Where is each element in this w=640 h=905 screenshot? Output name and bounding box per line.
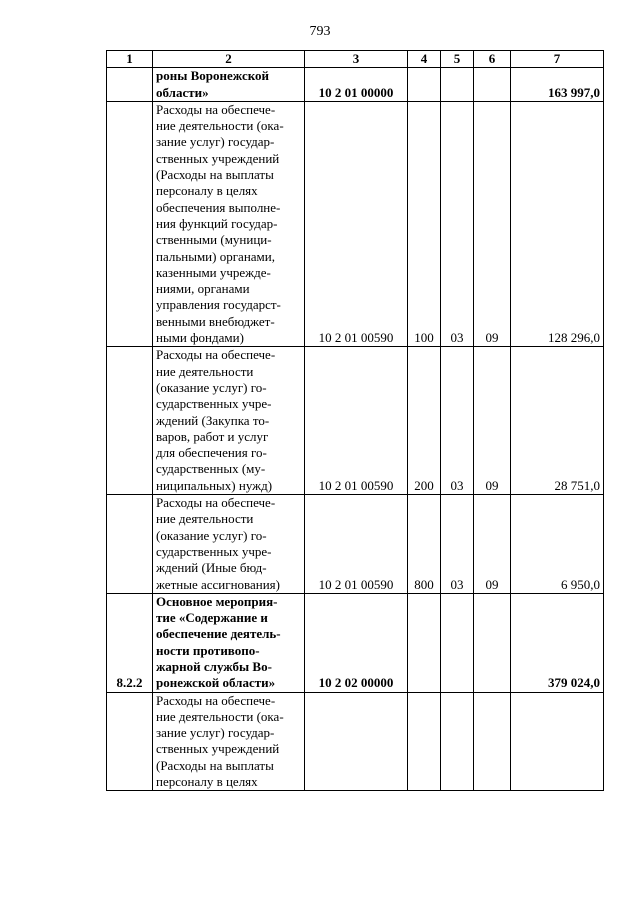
- expense-type-cell: [408, 593, 441, 692]
- column-header-3: 3: [305, 51, 408, 68]
- target-code-cell: [305, 692, 408, 791]
- item-number-cell: 8.2.2: [107, 593, 153, 692]
- item-name-line: жетные ассигнования): [156, 576, 280, 592]
- item-name-line: сударственных учре-: [156, 396, 272, 412]
- item-number-cell: [107, 495, 153, 594]
- item-name-line: сударственных учре-: [156, 543, 272, 559]
- column-header-6: 6: [474, 51, 511, 68]
- amount-cell: 379 024,0: [511, 593, 604, 692]
- amount-cell: 163 997,0: [511, 68, 604, 102]
- expense-type-cell: [408, 68, 441, 102]
- column-header-5: 5: [441, 51, 474, 68]
- table-row: [107, 101, 604, 346]
- item-name-line: ственных учреждений: [156, 741, 280, 757]
- table-row: [107, 692, 604, 791]
- expense-type-cell: [408, 692, 441, 791]
- item-name-line: казенными учрежде-: [156, 264, 271, 280]
- item-name-line: (Расходы на выплаты: [156, 167, 274, 183]
- table-row: [107, 68, 604, 102]
- item-name-cell: [153, 692, 305, 791]
- item-name-line: (Расходы на выплаты: [156, 757, 274, 773]
- column-header-2: 2: [153, 51, 305, 68]
- item-name-line: (оказание услуг) го-: [156, 379, 267, 395]
- item-name-line: венными внебюджет-: [156, 313, 275, 329]
- item-name-line: тие «Содержание и: [156, 610, 268, 626]
- table-row: [107, 495, 604, 594]
- item-name-cell: [153, 347, 305, 495]
- subsection-cell: 09: [474, 495, 511, 594]
- section-cell: [441, 593, 474, 692]
- column-header-7: 7: [511, 51, 604, 68]
- item-number-cell: [107, 101, 153, 346]
- target-code-cell: 10 2 01 00000: [305, 68, 408, 102]
- table-row: [107, 593, 604, 692]
- item-name-line: ния функций государ-: [156, 215, 278, 231]
- column-header-4: 4: [408, 51, 441, 68]
- section-cell: [441, 68, 474, 102]
- item-name-line: роны Воронежской: [156, 68, 270, 84]
- item-name-line: управления государст-: [156, 297, 281, 313]
- item-name-line: ронежской области»: [156, 675, 276, 691]
- item-name-line: ждений (Закупка то-: [156, 412, 270, 428]
- item-name-cell: [153, 593, 305, 692]
- item-name-line: ние деятельности: [156, 363, 254, 379]
- amount-cell: 128 296,0: [511, 101, 604, 346]
- column-header-1: 1: [107, 51, 153, 68]
- item-name-line: обеспечения выполне-: [156, 199, 281, 215]
- item-name-line: ственными (муници-: [156, 232, 272, 248]
- subsection-cell: [474, 593, 511, 692]
- item-name-line: ности противопо-: [156, 642, 260, 658]
- item-name-line: ние деятельности (ока-: [156, 118, 284, 134]
- target-code-cell: 10 2 01 00590: [305, 101, 408, 346]
- item-name-cell: [153, 68, 305, 102]
- item-name-line: ждений (Иные бюд-: [156, 560, 267, 576]
- expense-type-cell: 100: [408, 101, 441, 346]
- item-number-cell: [107, 347, 153, 495]
- subsection-cell: 09: [474, 347, 511, 495]
- target-code-cell: 10 2 01 00590: [305, 347, 408, 495]
- item-number-cell: [107, 692, 153, 791]
- item-name-line: ниями, органами: [156, 281, 250, 297]
- target-code-cell: 10 2 01 00590: [305, 495, 408, 594]
- item-name-line: ниципальных) нужд): [156, 477, 273, 493]
- item-name-line: обеспечение деятель-: [156, 626, 281, 642]
- section-cell: 03: [441, 495, 474, 594]
- section-cell: [441, 692, 474, 791]
- item-name-line: персоналу в целях: [156, 774, 258, 790]
- page-number: 793: [309, 24, 331, 39]
- table-row: [107, 347, 604, 495]
- budget-table: [106, 50, 604, 791]
- subsection-cell: 09: [474, 101, 511, 346]
- amount-cell: 6 950,0: [511, 495, 604, 594]
- item-name-line: ственных учреждений: [156, 150, 280, 166]
- item-name-cell: [153, 101, 305, 346]
- item-name-line: Расходы на обеспече-: [156, 692, 276, 708]
- item-name-line: Расходы на обеспече-: [156, 347, 276, 363]
- subsection-cell: [474, 68, 511, 102]
- item-name-line: персоналу в целях: [156, 183, 258, 199]
- amount-cell: 28 751,0: [511, 347, 604, 495]
- item-name-line: для обеспечения го-: [156, 445, 267, 461]
- item-name-line: жарной службы Во-: [156, 658, 272, 674]
- item-name-line: зание услуг) государ-: [156, 725, 275, 741]
- item-name-line: ными фондами): [156, 330, 244, 346]
- expense-type-cell: 800: [408, 495, 441, 594]
- item-name-line: сударственных (му-: [156, 461, 266, 477]
- section-cell: 03: [441, 101, 474, 346]
- item-name-line: ние деятельности: [156, 511, 254, 527]
- item-name-line: Расходы на обеспече-: [156, 495, 276, 511]
- section-cell: 03: [441, 347, 474, 495]
- expense-type-cell: 200: [408, 347, 441, 495]
- item-name-line: пальными) органами,: [156, 248, 275, 264]
- item-number-cell: [107, 68, 153, 102]
- item-name-line: (оказание услуг) го-: [156, 527, 267, 543]
- target-code-cell: 10 2 02 00000: [305, 593, 408, 692]
- item-name-line: зание услуг) государ-: [156, 134, 275, 150]
- table-header-row: [107, 51, 604, 68]
- item-name-cell: [153, 495, 305, 594]
- item-name-line: Основное мероприя-: [156, 593, 278, 609]
- subsection-cell: [474, 692, 511, 791]
- item-name-line: варов, работ и услуг: [156, 428, 269, 444]
- item-name-line: области»: [156, 84, 209, 100]
- item-name-line: Расходы на обеспече-: [156, 101, 276, 117]
- amount-cell: [511, 692, 604, 791]
- item-name-line: ние деятельности (ока-: [156, 708, 284, 724]
